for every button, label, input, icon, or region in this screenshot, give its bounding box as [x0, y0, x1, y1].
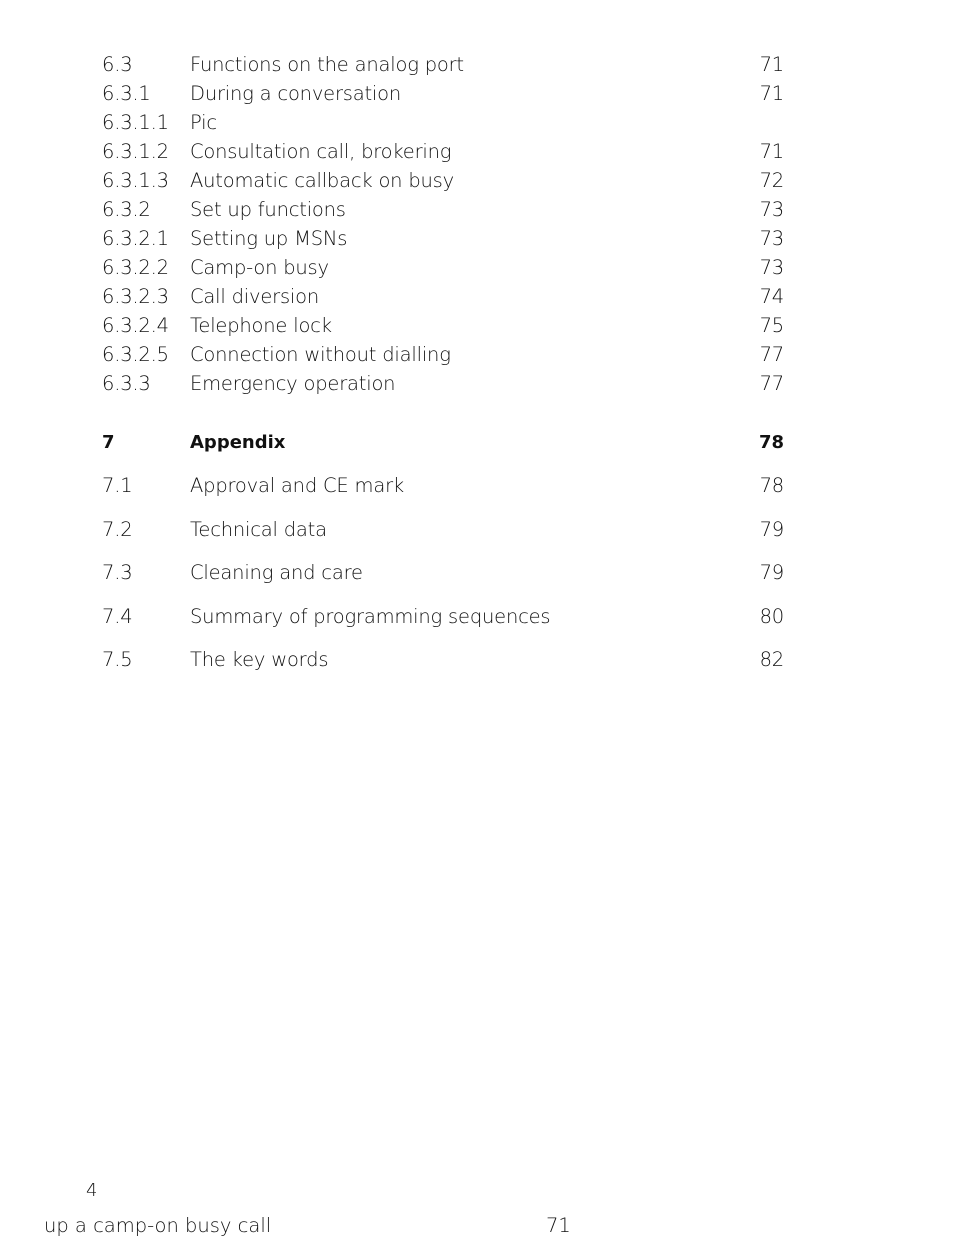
toc-number: 6.3.1	[102, 82, 151, 105]
toc-title: The key words	[190, 648, 329, 671]
toc-row-7-4	[0, 605, 954, 634]
toc-row-6-3-2-3	[0, 285, 954, 314]
toc-title: Automatic callback on busy	[190, 169, 454, 192]
toc-number: 6.3.2	[102, 198, 151, 221]
toc-title: During a conversation	[190, 82, 402, 105]
toc-row-6-3-1-2	[0, 140, 954, 169]
toc-page: 73	[759, 227, 784, 250]
toc-title: Call diversion	[190, 285, 320, 308]
toc-title: Functions on the analog port	[190, 53, 464, 76]
toc-page: 78	[759, 474, 784, 497]
toc-row-6-3-3	[0, 372, 954, 401]
toc-number: 6.3.1.2	[102, 140, 169, 163]
toc-page: 72	[759, 169, 784, 192]
toc-number: 6.3.1.3	[102, 169, 169, 192]
toc-number: 6.3.2.2	[102, 256, 169, 279]
toc-page: 77	[759, 343, 784, 366]
toc-title: Consultation call, brokering	[190, 140, 452, 163]
toc-number: 6.3.2.3	[102, 285, 169, 308]
toc-page: 71	[759, 53, 784, 76]
toc-row-6-3-2-1	[0, 227, 954, 256]
toc-title: Set up functions	[190, 198, 346, 221]
toc-chapter-title: Appendix	[190, 432, 286, 453]
toc-title: Telephone lock	[190, 314, 332, 337]
toc-number: 7.4	[102, 605, 133, 628]
toc-number: 6.3.2.5	[102, 343, 169, 366]
toc-row-6-3-1-1	[0, 111, 954, 140]
toc-row-7-5	[0, 648, 954, 677]
toc-page: 73	[759, 198, 784, 221]
toc-page: 77	[759, 372, 784, 395]
toc-number: 6.3.2.1	[102, 227, 169, 250]
toc-row-6-3-2	[0, 198, 954, 227]
toc-number: 6.3.3	[102, 372, 151, 395]
overflow-page-number: 71	[546, 1214, 571, 1237]
toc-page: 74	[759, 285, 784, 308]
toc-title: Setting up MSNs	[190, 227, 348, 250]
page-number: 4	[86, 1180, 98, 1201]
toc-chapter-number: 7	[102, 432, 115, 453]
toc-page: 79	[759, 518, 784, 541]
toc-title: Technical data	[190, 518, 327, 541]
toc-number: 7.5	[102, 648, 133, 671]
toc-title: Cleaning and care	[190, 561, 363, 584]
toc-page: 71	[759, 82, 784, 105]
toc-row-6-3-2-5	[0, 343, 954, 372]
toc-row-6-3-1	[0, 82, 954, 111]
toc-page: 71	[759, 140, 784, 163]
toc-row-7-3	[0, 561, 954, 590]
toc-title: Connection without dialling	[190, 343, 451, 366]
toc-row-6-3-1-3	[0, 169, 954, 198]
toc-row-7-2	[0, 518, 954, 547]
toc-number: 6.3.1.1	[102, 111, 169, 134]
toc-row-6-3-2-2	[0, 256, 954, 285]
toc-title: Camp-on busy	[190, 256, 329, 279]
toc-page: 82	[759, 648, 784, 671]
toc-number: 6.3.2.4	[102, 314, 169, 337]
overflow-text: up a camp-on busy call	[44, 1214, 272, 1237]
toc-chapter-page: 78	[758, 432, 784, 453]
toc-title: Pic	[190, 111, 217, 134]
toc-title: Approval and CE mark	[190, 474, 404, 497]
toc-number: 7.3	[102, 561, 133, 584]
toc-page: 75	[759, 314, 784, 337]
toc-title: Summary of programming sequences	[190, 605, 551, 628]
toc-page: 73	[759, 256, 784, 279]
toc-number: 7.1	[102, 474, 133, 497]
toc-row-6-3-2-4	[0, 314, 954, 343]
toc-chapter-7	[0, 432, 954, 461]
toc-number: 6.3	[102, 53, 133, 76]
toc-row-6-3	[0, 53, 954, 82]
toc-row-7-1	[0, 474, 954, 503]
toc-page: 79	[759, 561, 784, 584]
toc-number: 7.2	[102, 518, 133, 541]
toc-page: 80	[759, 605, 784, 628]
toc-title: Emergency operation	[190, 372, 396, 395]
